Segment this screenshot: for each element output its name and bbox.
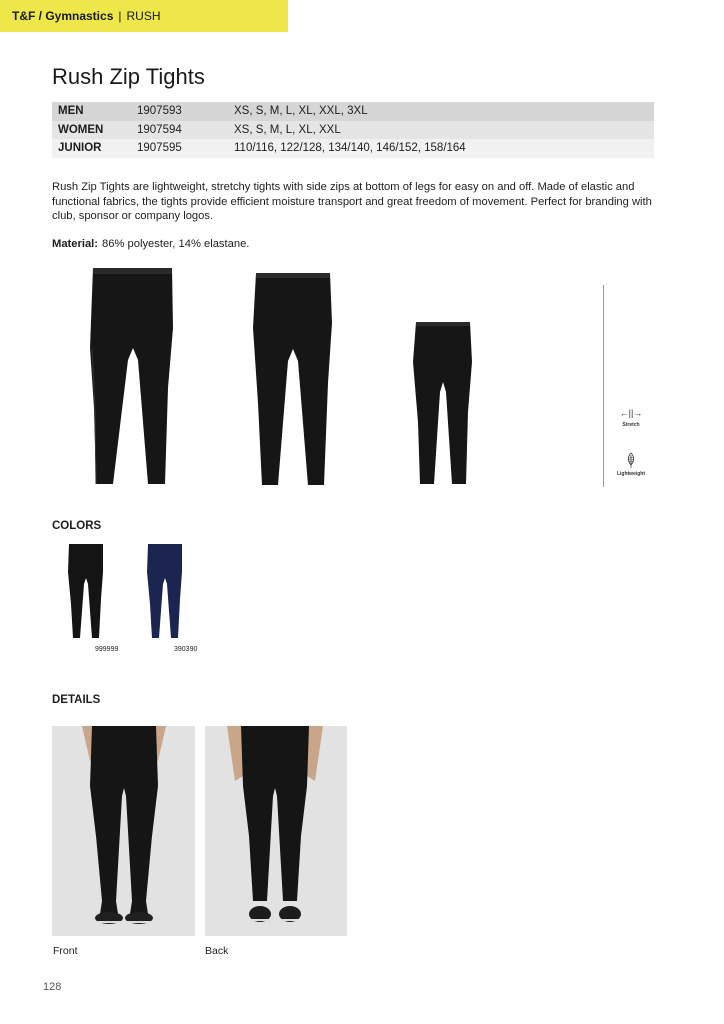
product-description: Rush Zip Tights are lightweight, stretchy tights with side zips at bottom of legs for easy on and off. Made of elastic and functional fabrics, the tights provide efficient moisture transport and great freedom of movement. Perfect for branding with club, sponsor or company logos. xyxy=(52,181,652,223)
article-number: 1907594 xyxy=(137,123,182,136)
feather-icon xyxy=(611,452,651,468)
feature-lightweight xyxy=(611,452,651,477)
page-number: 128 xyxy=(43,981,62,993)
article-number: 1907593 xyxy=(137,105,182,118)
size-table xyxy=(52,102,654,158)
stretch-icon: ←||→ xyxy=(619,408,643,418)
material-line xyxy=(52,238,249,250)
size-row-junior xyxy=(52,139,654,158)
details-heading: DETAILS xyxy=(52,694,101,706)
article-number: 1907595 xyxy=(137,142,182,155)
size-list: 110/116, 122/128, 134/140, 146/152, 158/164 xyxy=(234,142,466,155)
size-list: XS, S, M, L, XL, XXL xyxy=(234,123,341,136)
size-group: JUNIOR xyxy=(58,142,102,155)
size-row-women xyxy=(52,121,654,140)
product-title: Rush Zip Tights xyxy=(52,64,205,89)
tab-separator: | xyxy=(118,9,122,23)
detail-photo-front xyxy=(52,726,195,936)
product-image-women xyxy=(252,273,334,489)
feature-stretch xyxy=(611,408,651,428)
product-image-men xyxy=(88,268,178,490)
color-code: 999999 xyxy=(95,646,119,653)
collection-label: RUSH xyxy=(126,9,161,23)
feature-divider xyxy=(603,285,604,487)
detail-caption-back: Back xyxy=(205,945,229,957)
feature-label: Stretch xyxy=(622,422,640,428)
size-group: WOMEN xyxy=(58,123,104,136)
size-row-men xyxy=(52,102,654,121)
colors-heading: COLORS xyxy=(52,520,102,532)
size-group: MEN xyxy=(58,105,84,118)
detail-photo-back xyxy=(205,726,347,936)
size-list: XS, S, M, L, XL, XXL, 3XL xyxy=(234,105,368,118)
product-image-junior xyxy=(412,322,474,488)
color-swatch-navy xyxy=(145,544,185,645)
material-label: Material: xyxy=(52,238,99,250)
feature-label: Lightweight xyxy=(616,471,646,477)
color-swatch-black xyxy=(66,544,106,645)
category-label: T&F / Gymnastics xyxy=(12,9,114,23)
material-value: 86% polyester, 14% elastane. xyxy=(102,238,250,250)
detail-caption-front: Front xyxy=(53,945,78,957)
section-tab xyxy=(0,0,288,32)
color-code: 390390 xyxy=(174,646,198,653)
